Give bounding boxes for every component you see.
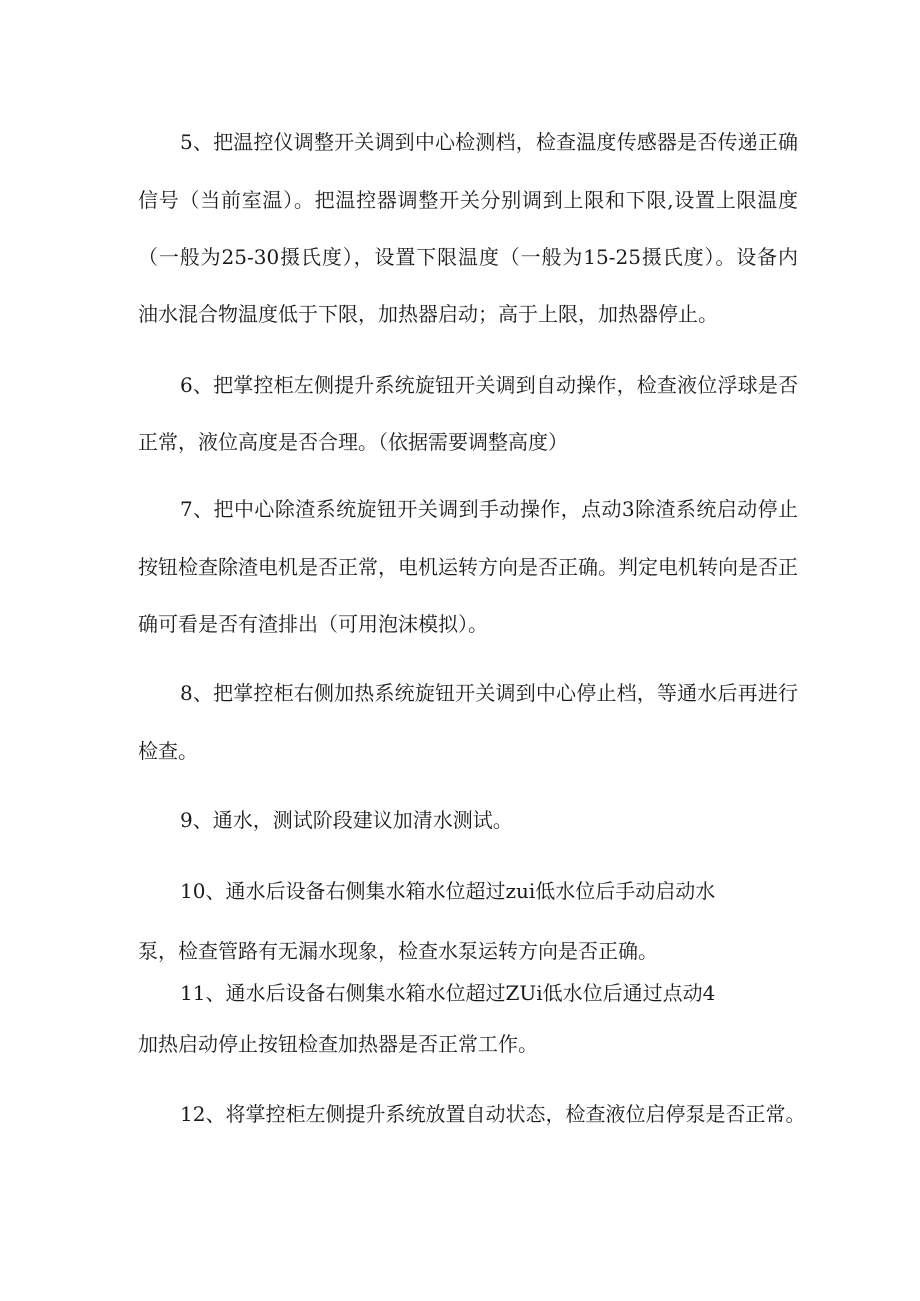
paragraph-10-line-2: 泵，检查管路有无漏水现象，检查水泵运转方向是否正确。 — [138, 939, 658, 963]
paragraph-10-line-1: 10、通水后设备右侧集水箱水位超过zui低水位后手动启动水 — [180, 879, 716, 903]
paragraph-7-line-3: 确可看是否有渣排出（可用泡沫模拟）。 — [138, 612, 488, 636]
paragraph-5-line-2: 信号（当前室温）。把温控器调整开关分别调到上限和下限,设置上限温度 — [138, 188, 798, 212]
paragraph-6-line-1: 6、把掌控柜左侧提升系统旋钮开关调到自动操作，检查液位浮球是否 — [180, 373, 798, 397]
paragraph-9-line-1: 9、通水，测试阶段建议加清水测试。 — [180, 808, 513, 832]
paragraph-8-line-2: 检查。 — [138, 739, 198, 763]
paragraph-8-line-1: 8、把掌控柜右侧加热系统旋钮开关调到中心停止档，等通水后再进行 — [180, 681, 798, 705]
paragraph-5-line-4: 油水混合物温度低于下限，加热器启动；高于上限，加热器停止。 — [138, 302, 718, 326]
paragraph-7-line-1: 7、把中心除渣系统旋钮开关调到手动操作，点动3除渣系统启动停止 — [180, 497, 798, 521]
paragraph-12-line-1: 12、将掌控柜左侧提升系统放置自动状态，检查液位启停泵是否正常。 — [180, 1102, 806, 1126]
paragraph-7-line-2: 按钮检查除渣电机是否正常，电机运转方向是否正确。判定电机转向是否正 — [138, 555, 798, 579]
paragraph-11-line-2: 加热启动停止按钮检查加热器是否正常工作。 — [138, 1032, 538, 1056]
paragraph-5-line-1: 5、把温控仪调整开关调到中心检测档，检查温度传感器是否传递正确 — [180, 130, 798, 154]
paragraph-11-line-1: 11、通水后设备右侧集水箱水位超过ZUi低水位后通过点动4 — [180, 981, 716, 1005]
paragraph-6-line-2: 正常，液位高度是否合理。（依据需要调整高度） — [138, 430, 568, 454]
paragraph-5-line-3: （一般为25-30摄氏度），设置下限温度（一般为15-25摄氏度）。设备内 — [138, 245, 798, 269]
